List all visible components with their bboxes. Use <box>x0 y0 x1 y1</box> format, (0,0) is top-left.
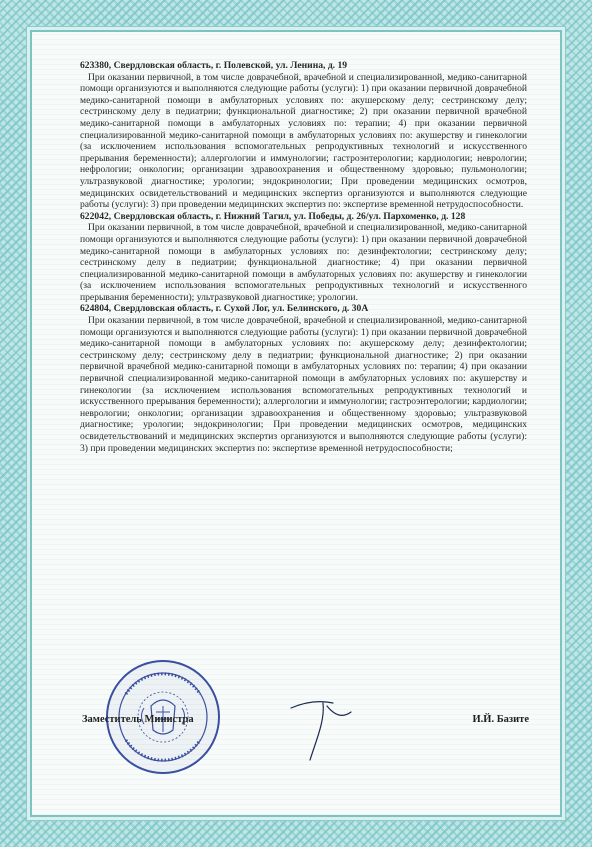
signature-block <box>82 714 529 730</box>
handwritten-signature-icon <box>285 690 360 770</box>
document-body <box>80 60 527 454</box>
address-heading-1: 623380, Свердловская область, г. Полевской, ул. Ленина, д. 19 <box>80 60 348 71</box>
signatory-name: И.Й. Базите <box>472 714 529 725</box>
services-paragraph-1: При оказании первичной, в том числе доврачебной, врачебной и специализированной, медико-санитарной помощи организуются и выполняются следующие работы (услуги): 1) при оказании первичной доврачебной медико-санитарной помощи в амбулаторных условиях по: акушерскому делу; сестринскому делу; сестринскому делу в педиатрии; функциональной диагностике; 2) при оказании первичной врачебной медико-санитарной помощи в амбулаторных условиях по: терапии; 4) при оказании первичной специализированной медико-санитарной помощи в амбулаторных условиях по: акушерству и гинекологии (за исключением использования вспомогательных репродуктивных технологий и искусственного прерывания беременности); аллергологии и иммунологии; гастроэнтерологии; кардиологии; неврологии; нефрологии; онкологии; организации здравоохранения и общественному здоровью; пульмонологии; ультразвуковой диагностике; урологии; эндокринологии; При проведении медицинских осмотров, медицинских освидетельствований и медицинских экспертиз организуются и выполняются следующие работы (услуги): 3) при проведении медицинских экспертиз по: экспертизе временной нетрудоспособности. <box>80 71 527 211</box>
services-paragraph-3: При оказании первичной, в том числе доврачебной, врачебной и специализированной, медико-санитарной помощи организуются и выполняются следующие работы (услуги): 1) при оказании первичной доврачебной медико-санитарной помощи в амбулаторных условиях по: акушерскому делу; дезинфектологии; сестринскому делу; сестринскому делу в педиатрии; функциональной диагностике; 2) при оказании первичной врачебной медико-санитарной помощи в амбулаторных условиях по: терапии; 4) при оказании первичной специализированной медико-санитарной помощи в амбулаторных условиях по: акушерству и гинекологии (за исключением использования вспомогательных репродуктивных технологий и искусственного прерывания беременности); аллергологии и иммунологии; гастроэнтерологии; кардиологии; неврологии; онкологии; организации здравоохранения и общественному здоровью; ультразвуковой диагностике; урологии; эндокринологии; При проведении медицинских осмотров, медицинских освидетельствований и медицинских экспертиз организуются и выполняются следующие работы (услуги): 3) при проведении медицинских экспертиз по: экспертизе временной нетрудоспособности; <box>80 315 527 454</box>
address-heading-3: 624804, Свердловская область, г. Сухой Лог, ул. Белинского, д. 30А <box>80 303 369 315</box>
signatory-position: Заместитель Министра <box>82 714 194 725</box>
services-paragraph-2: При оказании первичной, в том числе доврачебной, врачебной и специализированной, медико-санитарной помощи организуются и выполняются следующие работы (услуги): 1) при оказании первичной доврачебной медико-санитарной помощи в амбулаторных условиях по: дезинфектологии; сестринскому делу; сестринскому делу в педиатрии; функциональной диагностике; 4) при оказании первичной специализированной медико-санитарной помощи в амбулаторных условиях по: акушерству и гинекологии (за исключением использования вспомогательных репродуктивных технологий и искусственного прерывания беременности); ультразвуковой диагностике; урологии. <box>80 222 527 303</box>
address-heading-2: 622042, Свердловская область, г. Нижний Тагил, ул. Победы, д. 26/ул. Пархоменко, д. 128 <box>80 210 466 222</box>
